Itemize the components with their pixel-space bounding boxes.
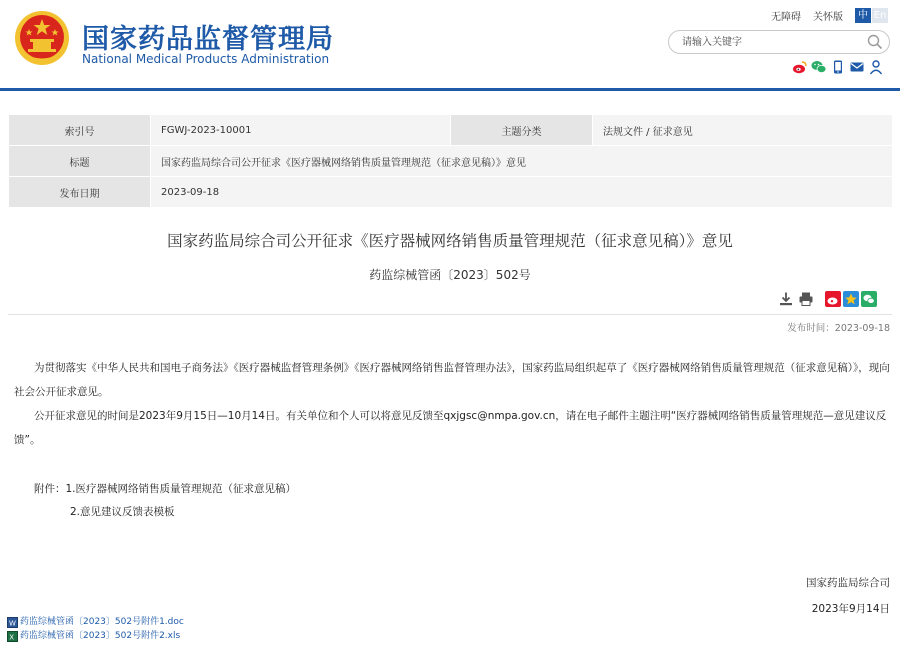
mobile-icon[interactable] [830,59,846,75]
title-label: 标题 [9,146,151,177]
sign-date: 2023年9月14日 [811,603,890,615]
category-value: 法规文件 / 征求意见 [593,115,893,146]
svg-text:X: X [9,633,14,641]
site-header [0,0,900,88]
article-title: 国家药监局综合司公开征求《医疗器械网络销售质量管理规范（征求意见稿）》意见 [167,232,733,250]
file-link-1-label[interactable]: 药监综械管函〔2023〕502号附件1.doc [20,617,184,627]
category-label: 主题分类 [451,115,593,146]
table-row [9,115,893,146]
signer: 国家药监局综合司 [806,577,890,589]
mail-icon[interactable] [849,59,865,75]
attachment-2: 2.意见建议反馈表模板 [70,506,175,518]
document-info-table [8,114,893,208]
paragraph-2: 公开征求意见的时间是2023年9月15日—10月14日。有关单位和个人可以将意见反馈至qxjgsc@nmpa.gov.cn，请在电子邮件主题注明“医疗器械网络销售质量管理规范—意见建议反馈”。 [14,410,887,446]
header-divider [0,88,900,91]
file-link-1[interactable] [7,615,184,629]
file-downloads [7,615,184,643]
excel-file-icon [7,631,18,642]
top-links [771,8,888,23]
search-input[interactable] [682,34,867,50]
accessibility-link[interactable]: 无障碍 [771,12,801,23]
document-number: 药监综械管函〔2023〕502号 [369,268,531,282]
user-icon[interactable] [868,59,884,75]
date-value: 2023-09-18 [151,177,893,208]
publish-time: 发布时间：2023-09-18 [787,323,890,334]
article-divider [8,314,892,315]
print-icon[interactable] [798,291,814,307]
national-emblem-icon[interactable] [14,10,70,66]
download-icon[interactable] [778,291,794,307]
weibo-icon[interactable] [792,59,808,75]
site-name-en: National Medical Products Administration [82,52,330,66]
share-wechat-icon[interactable] [861,291,877,307]
elder-mode-link[interactable]: 关怀版 [813,12,843,23]
share-qzone-icon[interactable] [843,291,859,307]
search-icon[interactable] [867,34,883,50]
table-row [9,177,893,208]
attachments-list [34,478,296,524]
article-tools [778,291,877,307]
share-weibo-icon[interactable] [825,291,841,307]
file-link-2-label[interactable]: 药监综械管函〔2023〕502号附件2.xls [20,631,181,641]
title-value: 国家药监局综合司公开征求《医疗器械网络销售质量管理规范（征求意见稿）》意见 [151,146,893,177]
attachment-1: 附件：1.医疗器械网络销售质量管理规范（征求意见稿） [34,483,297,495]
word-file-icon [7,617,18,628]
index-value: FGWJ-2023-10001 [151,115,451,146]
file-link-2[interactable] [7,629,184,643]
lang-zh-button[interactable]: 中 [855,8,871,23]
paragraph-1: 为贯彻落实《中华人民共和国电子商务法》《医疗器械监督管理条例》《医疗器械网络销售监督管理办法》，国家药监局组织起草了《医疗器械网络销售质量管理规范（征求意见稿）》，现向社会公开征求意见。 [14,362,890,398]
index-label: 索引号 [9,115,151,146]
article-body [14,356,890,452]
lang-en-button[interactable]: En [873,10,887,21]
social-links [792,59,887,75]
search-box [668,30,890,54]
table-row [9,146,893,177]
date-label: 发布日期 [9,177,151,208]
wechat-icon[interactable] [811,59,827,75]
site-name-cn: 国家药品监督管理局 [82,24,334,55]
svg-text:W: W [9,619,16,627]
signature-block [806,570,890,622]
